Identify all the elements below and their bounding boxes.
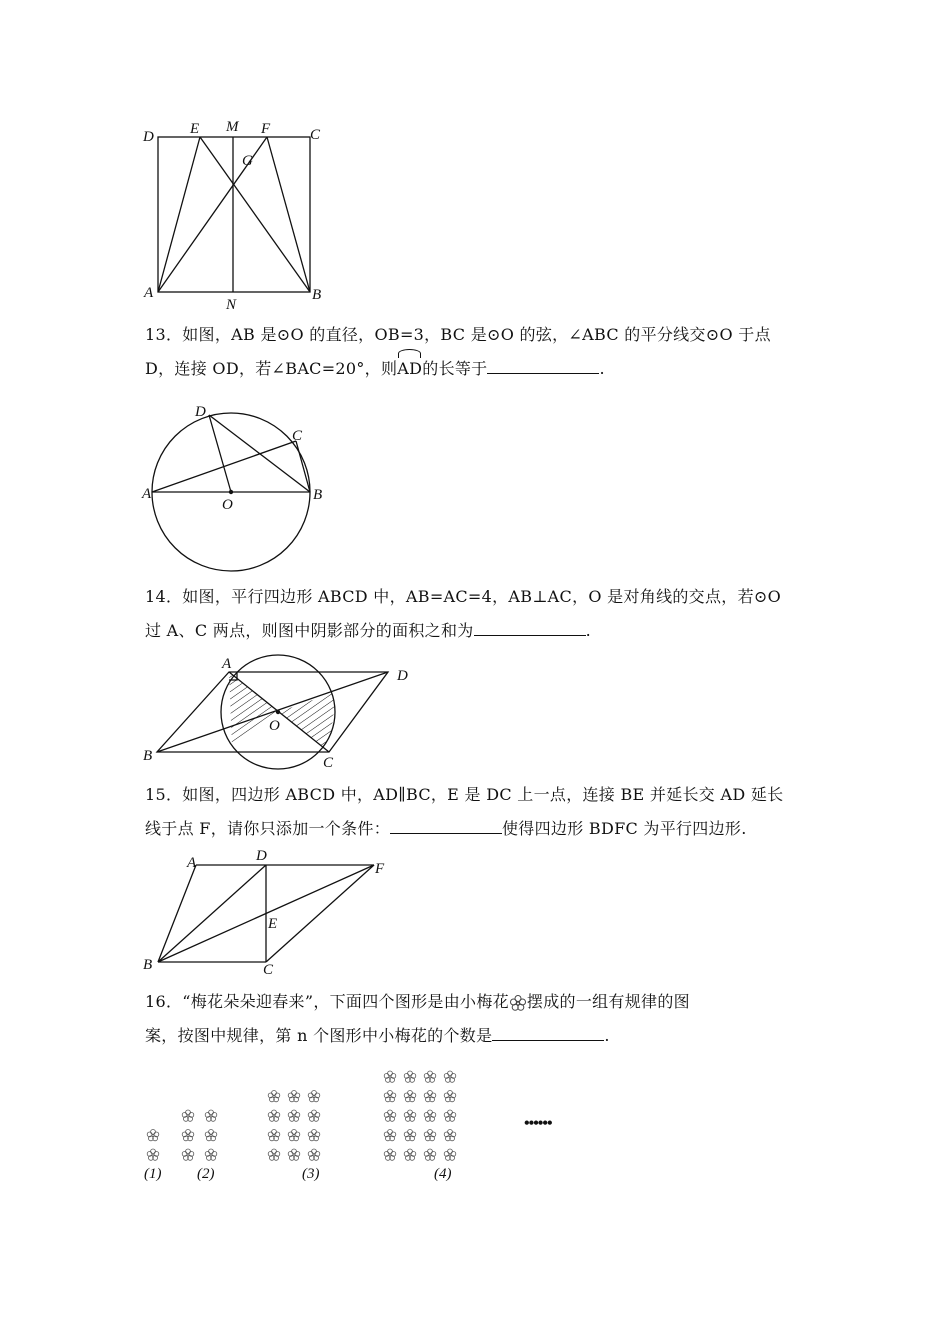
- label-M: M: [226, 119, 239, 135]
- plum-flower-icon: [404, 1071, 416, 1082]
- label-B: B: [143, 957, 153, 973]
- question-16: [145, 985, 815, 1053]
- plum-flower-icon: [384, 1130, 396, 1141]
- label-A: A: [142, 486, 152, 502]
- plum-flower-icon: [288, 1091, 300, 1102]
- label-B: B: [312, 287, 322, 303]
- q16-line1: [145, 985, 815, 1019]
- plum-flower-icon: [268, 1149, 280, 1160]
- q13-text-b: 的长等于: [422, 359, 488, 378]
- ellipsis: ••••••: [524, 1115, 552, 1132]
- plum-flower-icon: [268, 1110, 280, 1121]
- label-O: O: [269, 718, 280, 734]
- label-C: C: [310, 127, 321, 143]
- question-15: [145, 778, 815, 846]
- question-14: [145, 580, 815, 648]
- question-13: [145, 318, 815, 386]
- plum-flower-icon: [404, 1149, 416, 1160]
- plum-flower-icon: [182, 1130, 194, 1141]
- q16-text-c: 案，按图中规律，第 n 个图形中小梅花的个数是: [145, 1026, 493, 1045]
- figure-label-1: (1): [144, 1166, 162, 1182]
- plum-flower-icon: [288, 1149, 300, 1160]
- figure-label-3: (3): [302, 1166, 320, 1182]
- label-F: F: [261, 121, 271, 137]
- plum-flower-icon: [404, 1110, 416, 1121]
- label-C: C: [292, 428, 303, 444]
- q13-line1: 13．如图，AB 是⊙O 的直径，OB=3，BC 是⊙O 的弦，∠ABC 的平分线交⊙O 于点: [145, 325, 771, 344]
- label-A: A: [222, 656, 232, 672]
- plum-flower-icon: [384, 1091, 396, 1102]
- plum-flower-icon: [444, 1071, 456, 1082]
- plum-flower-icon: [509, 994, 527, 1012]
- label-O: O: [222, 497, 233, 513]
- q16-line2: [145, 1019, 815, 1053]
- label-A: A: [144, 285, 154, 301]
- q14-line1: 14．如图，平行四边形 ABCD 中，AB=AC=4，AB⊥AC，O 是对角线的交点，若⊙O: [145, 587, 781, 606]
- label-E: E: [190, 121, 200, 137]
- q15-line2: [145, 812, 815, 846]
- plum-flower-icon: [288, 1130, 300, 1141]
- plum-flower-icon: [444, 1130, 456, 1141]
- label-A: A: [187, 855, 197, 871]
- figure-label-4: (4): [434, 1166, 452, 1182]
- plum-flower-icon: [268, 1091, 280, 1102]
- q14-text: 过 A、C 两点，则图中阴影部分的面积之和为: [145, 621, 474, 640]
- label-C: C: [263, 962, 274, 978]
- plum-flower-icon: [444, 1149, 456, 1160]
- q13-line2: [145, 352, 815, 386]
- plum-flower-icon: [268, 1130, 280, 1141]
- label-D: D: [397, 668, 408, 684]
- label-F: F: [375, 861, 385, 877]
- plum-flower-icon: [288, 1110, 300, 1121]
- q16-text-b: 摆成的一组有规律的图: [526, 992, 690, 1011]
- plum-flower-icon: [384, 1110, 396, 1121]
- plum-flower-icon: [308, 1149, 320, 1160]
- plum-flower-icon: [444, 1091, 456, 1102]
- label-N: N: [226, 297, 237, 313]
- label-B: B: [143, 748, 153, 764]
- label-C: C: [323, 755, 334, 771]
- plum-flower-icon: [205, 1149, 217, 1160]
- answer-blank-15[interactable]: [390, 815, 502, 834]
- plum-flower-icon: [444, 1110, 456, 1121]
- label-D: D: [256, 848, 267, 864]
- plum-flower-icon: [404, 1091, 416, 1102]
- plum-flower-icon: [424, 1130, 436, 1141]
- plum-flower-icon: [308, 1130, 320, 1141]
- q15-text-a: 线于点 F，请你只添加一个条件：: [145, 819, 390, 838]
- q16-text-a: 16．“梅花朵朵迎春来”，下面四个图形是由小梅花: [145, 992, 509, 1011]
- figure-label-2: (2): [197, 1166, 215, 1182]
- plum-flower-icon: [424, 1110, 436, 1121]
- plum-flower-icon: [205, 1110, 217, 1121]
- q14-line2: [145, 614, 815, 648]
- plum-flower-icon: [404, 1130, 416, 1141]
- q13-text-a: D，连接 OD，若∠BAC=20°，则: [145, 359, 398, 378]
- plum-flower-icon: [308, 1110, 320, 1121]
- plum-flower-icon: [147, 1149, 159, 1160]
- plum-flower-icon: [424, 1149, 436, 1160]
- label-D: D: [195, 404, 206, 420]
- q16-period: .: [604, 1026, 610, 1045]
- label-D: D: [143, 129, 154, 145]
- parallelogram-circle-figure: [140, 652, 420, 771]
- q15-line1: 15．如图，四边形 ABCD 中，AD∥BC，E 是 DC 上一点，连接 BE 并延长交 AD 延长: [145, 785, 784, 804]
- plum-flower-icon: [384, 1149, 396, 1160]
- arc-AD: AD: [397, 352, 422, 386]
- plum-flower-icon: [205, 1130, 217, 1141]
- plum-flower-icon: [424, 1071, 436, 1082]
- flower-pattern-figure: [140, 1060, 590, 1185]
- q14-period: .: [585, 621, 591, 640]
- label-B: B: [313, 487, 323, 503]
- circle-figure: [140, 400, 340, 575]
- plum-flower-icon: [308, 1091, 320, 1102]
- plum-flower-icon: [384, 1071, 396, 1082]
- quadrilateral-figure: [140, 845, 400, 980]
- q15-text-b: 使得四边形 BDFC 为平行四边形.: [502, 819, 747, 838]
- plum-flower-icon: [182, 1110, 194, 1121]
- square-figure: [140, 115, 340, 315]
- q13-period: .: [599, 359, 605, 378]
- plum-flower-icon: [182, 1149, 194, 1160]
- plum-flower-icon: [147, 1130, 159, 1141]
- plum-flower-icon: [424, 1091, 436, 1102]
- answer-blank-16[interactable]: [492, 1022, 604, 1041]
- answer-blank-13[interactable]: [487, 355, 599, 374]
- label-E: E: [268, 916, 278, 932]
- label-G: G: [242, 153, 253, 169]
- answer-blank-14[interactable]: [474, 617, 586, 636]
